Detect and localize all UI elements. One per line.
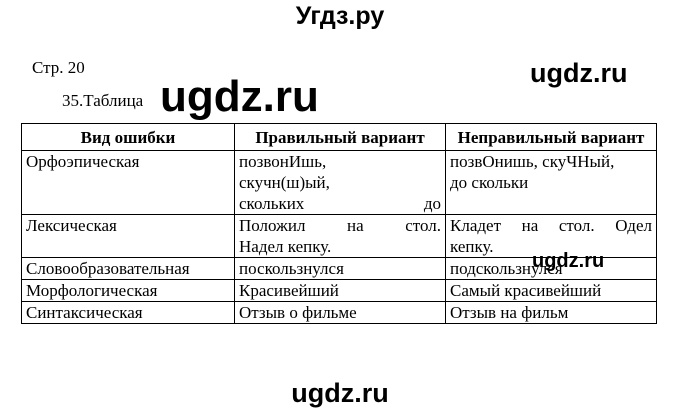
cell-correct	[235, 215, 446, 258]
error-types-table	[21, 123, 657, 324]
watermark-big: ugdz.ru	[160, 72, 319, 121]
cell-line: кепку.	[450, 237, 494, 256]
table-row	[22, 302, 657, 324]
table-header-row	[22, 124, 657, 151]
cell-line: Положил на стол.	[239, 216, 441, 235]
cell-line: скольких	[239, 194, 305, 213]
cell-type: Словообразовательная	[22, 258, 235, 280]
cell-type: Лексическая	[22, 215, 235, 258]
cell-wrong	[446, 151, 657, 215]
cell-line: до	[423, 194, 441, 213]
cell-line: позвОнишь, скуЧНый,	[450, 152, 615, 171]
cell-correct: Красивейший	[235, 280, 446, 302]
header-correct-variant: Правильный вариант	[235, 124, 446, 151]
table-row	[22, 280, 657, 302]
cell-correct: Отзыв о фильме	[235, 302, 446, 324]
cell-type: Орфоэпическая	[22, 151, 235, 215]
task-title: 35.Таблица	[62, 91, 144, 110]
cell-type: Морфологическая	[22, 280, 235, 302]
cell-wrong: Самый красивейший	[446, 280, 657, 302]
cell-line: Кладет на стол. Одел	[450, 216, 652, 235]
header-wrong-variant: Неправильный вариант	[446, 124, 657, 151]
cell-correct: поскользнулся	[235, 258, 446, 280]
watermark-table: ugdz.ru	[532, 250, 605, 272]
cell-line: скучн(ш)ый,	[239, 173, 330, 192]
cell-type: Синтаксическая	[22, 302, 235, 324]
cell-wrong: Отзыв на фильм	[446, 302, 657, 324]
watermark-bottom: ugdz.ru	[291, 378, 389, 408]
watermark-right: ugdz.ru	[530, 58, 628, 88]
page-number: Стр. 20	[32, 58, 85, 77]
table-row	[22, 151, 657, 215]
cell-correct	[235, 151, 446, 215]
site-title: Угдз.ру	[295, 2, 385, 30]
cell-line: позвонИшь,	[239, 152, 327, 171]
cell-wrong: подскользнулся	[446, 258, 657, 280]
cell-line: до скольки	[450, 173, 529, 192]
cell-line: Надел кепку.	[239, 237, 332, 256]
header-error-type: Вид ошибки	[22, 124, 235, 151]
